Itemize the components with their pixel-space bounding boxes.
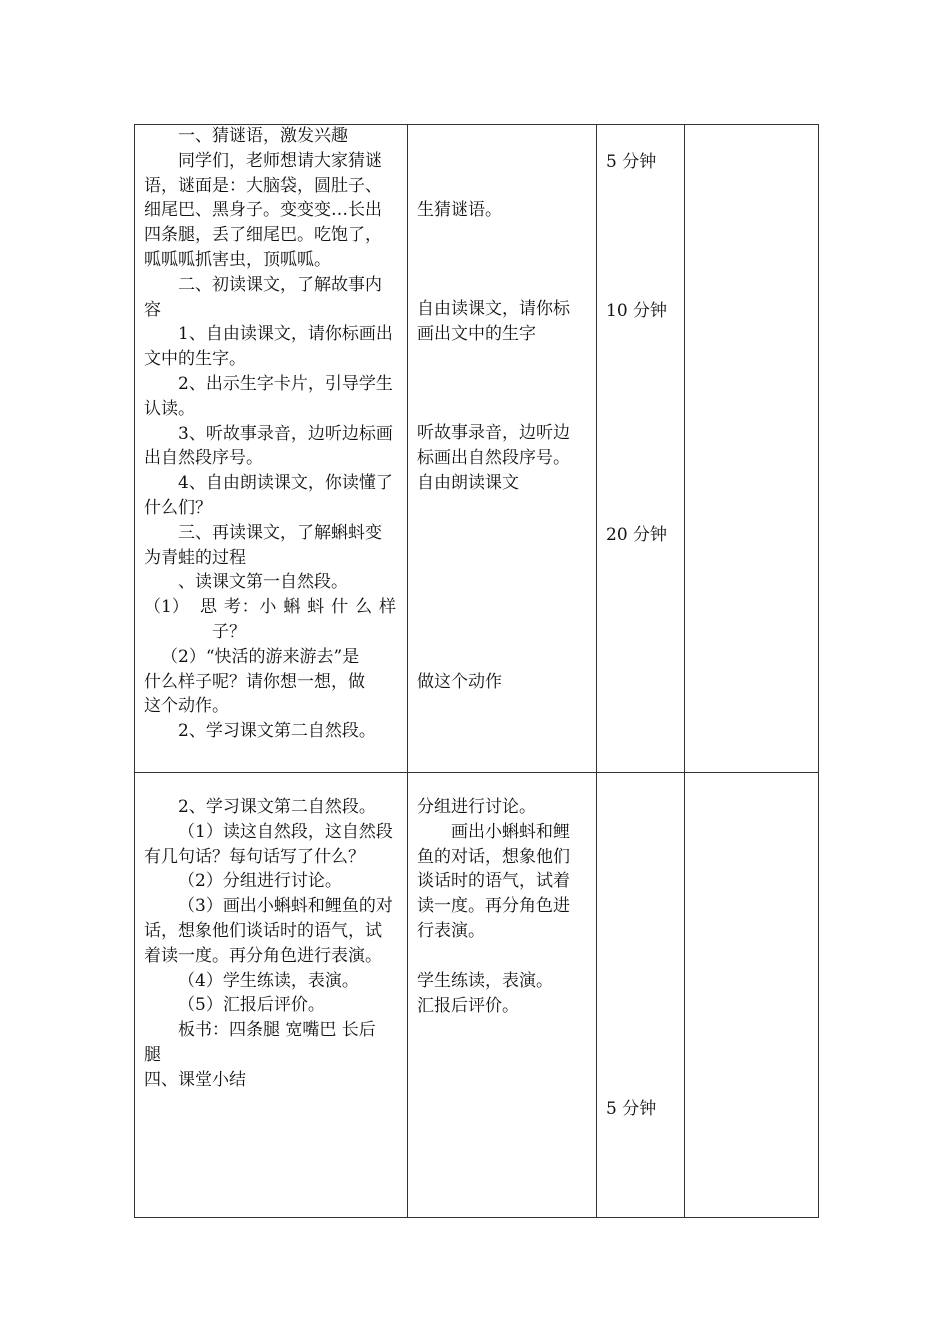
procedure-line: 出自然段序号。 [144,448,263,469]
procedure-line: 同学们，老师想请大家猜谜 [178,150,382,171]
row1-student-activity [417,670,589,695]
time-allocation: 20 分钟 [606,525,668,545]
column-divider-3 [684,124,685,1218]
procedure-line: 有几句话？每句话写了什么？ [144,846,365,867]
student-line: 鱼的对话，想象他们 [417,846,570,867]
procedure-line: （3）画出小蝌蚪和鲤鱼的对 [178,896,393,917]
row1-student-activity [417,421,589,495]
row2-student-activity [417,795,589,944]
student-line: 自由朗读课文 [417,472,519,493]
table-border-left [134,124,135,1218]
procedure-line: 4、自由朗读课文，你读懂了 [178,473,393,494]
row2-student-activity [417,969,589,1019]
section-heading: 2、学习课文第二自然段。 [178,797,376,817]
procedure-line: 四条腿，丢了细尾巴。吃饱了， [144,225,382,246]
procedure-line: 呱呱呱抓害虫，顶呱呱。 [144,249,331,270]
procedure-line: 腿 [144,1044,161,1065]
row2-procedure-cell [144,795,402,1093]
procedure-line: 这个动作。 [144,696,229,717]
student-line: 行表演。 [417,920,485,941]
time-allocation: 5 分钟 [606,152,657,172]
procedure-line: （1）读这自然段，这自然段 [178,821,393,842]
table-border-bottom [134,1217,819,1218]
time-allocation: 10 分钟 [606,301,668,321]
procedure-line: 、读课文第一自然段。 [178,572,348,593]
procedure-line: 着读一度。再分角色进行表演。 [144,945,382,966]
column-divider-1 [407,124,408,1218]
procedure-line: 思 考：小 蝌 蚪 什 么 样 [200,597,396,618]
procedure-line: 什么们？ [144,497,212,518]
student-line: 画出小蝌蚪和鲤 [451,821,570,842]
student-line: 生猜谜语。 [417,200,502,220]
procedure-line: 1、自由读课文，请你标画出 [178,324,393,345]
procedure-line: （4）学生练读，表演。 [178,970,359,991]
student-line: 谈话时的语气，试着 [417,871,570,892]
column-divider-2 [596,124,597,1218]
row1-procedure-cell [144,124,402,744]
student-line: 汇报后评价。 [417,995,519,1016]
procedure-line: （2）分组进行讨论。 [178,871,342,892]
table-row-divider [134,772,819,773]
procedure-line: （5）汇报后评价。 [178,995,325,1016]
procedure-line: 2、出示生字卡片，引导学生 [178,373,393,394]
section-heading: 三、再读课文，了解蝌蚪变 [178,522,382,543]
procedure-line: 板书：四条腿 宽嘴巴 长后 [178,1020,376,1041]
student-line: 学生练读，表演。 [417,971,553,991]
table-border-right [818,124,819,1218]
student-line: 画出文中的生字 [417,323,536,344]
procedure-line [144,595,402,620]
procedure-line: 2、学习课文第二自然段。 [178,721,376,742]
procedure-line: 认读。 [144,398,195,419]
procedure-line: 细尾巴、黑身子。变变变…长出 [144,200,382,221]
time-allocation: 5 分钟 [606,1099,657,1119]
row1-student-activity [417,198,589,223]
student-line: 标画出自然段序号。 [417,447,570,468]
section-heading: 二、初读课文，了解故事内 [178,274,382,295]
row1-student-activity [417,297,589,347]
student-line: 分组进行讨论。 [417,797,536,817]
section-heading: 四、课堂小结 [144,1069,246,1090]
student-line: 读一度。再分角色进 [417,896,570,917]
student-line: 做这个动作 [417,672,502,692]
procedure-line: 语，谜面是：大脑袋，圆肚子、 [144,175,382,196]
procedure-line: 话，想象他们谈话时的语气，试 [144,920,382,941]
student-line: 自由读课文，请你标 [417,299,570,319]
procedure-line: 容 [144,299,161,320]
procedure-line: 什么样子呢？请你想一想，做 [144,671,365,692]
section-heading: 一、猜谜语，激发兴趣 [178,126,348,146]
student-line: 听故事录音，边听边 [417,423,570,443]
procedure-line: 子？ [212,621,246,642]
procedure-line: 为青蛙的过程 [144,547,246,568]
procedure-line: 文中的生字。 [144,349,246,370]
procedure-line: 3、听故事录音，边听边标画 [178,423,393,444]
procedure-line: （2）“快活的游来游去”是 [161,646,360,667]
procedure-line: （1） [144,597,189,618]
